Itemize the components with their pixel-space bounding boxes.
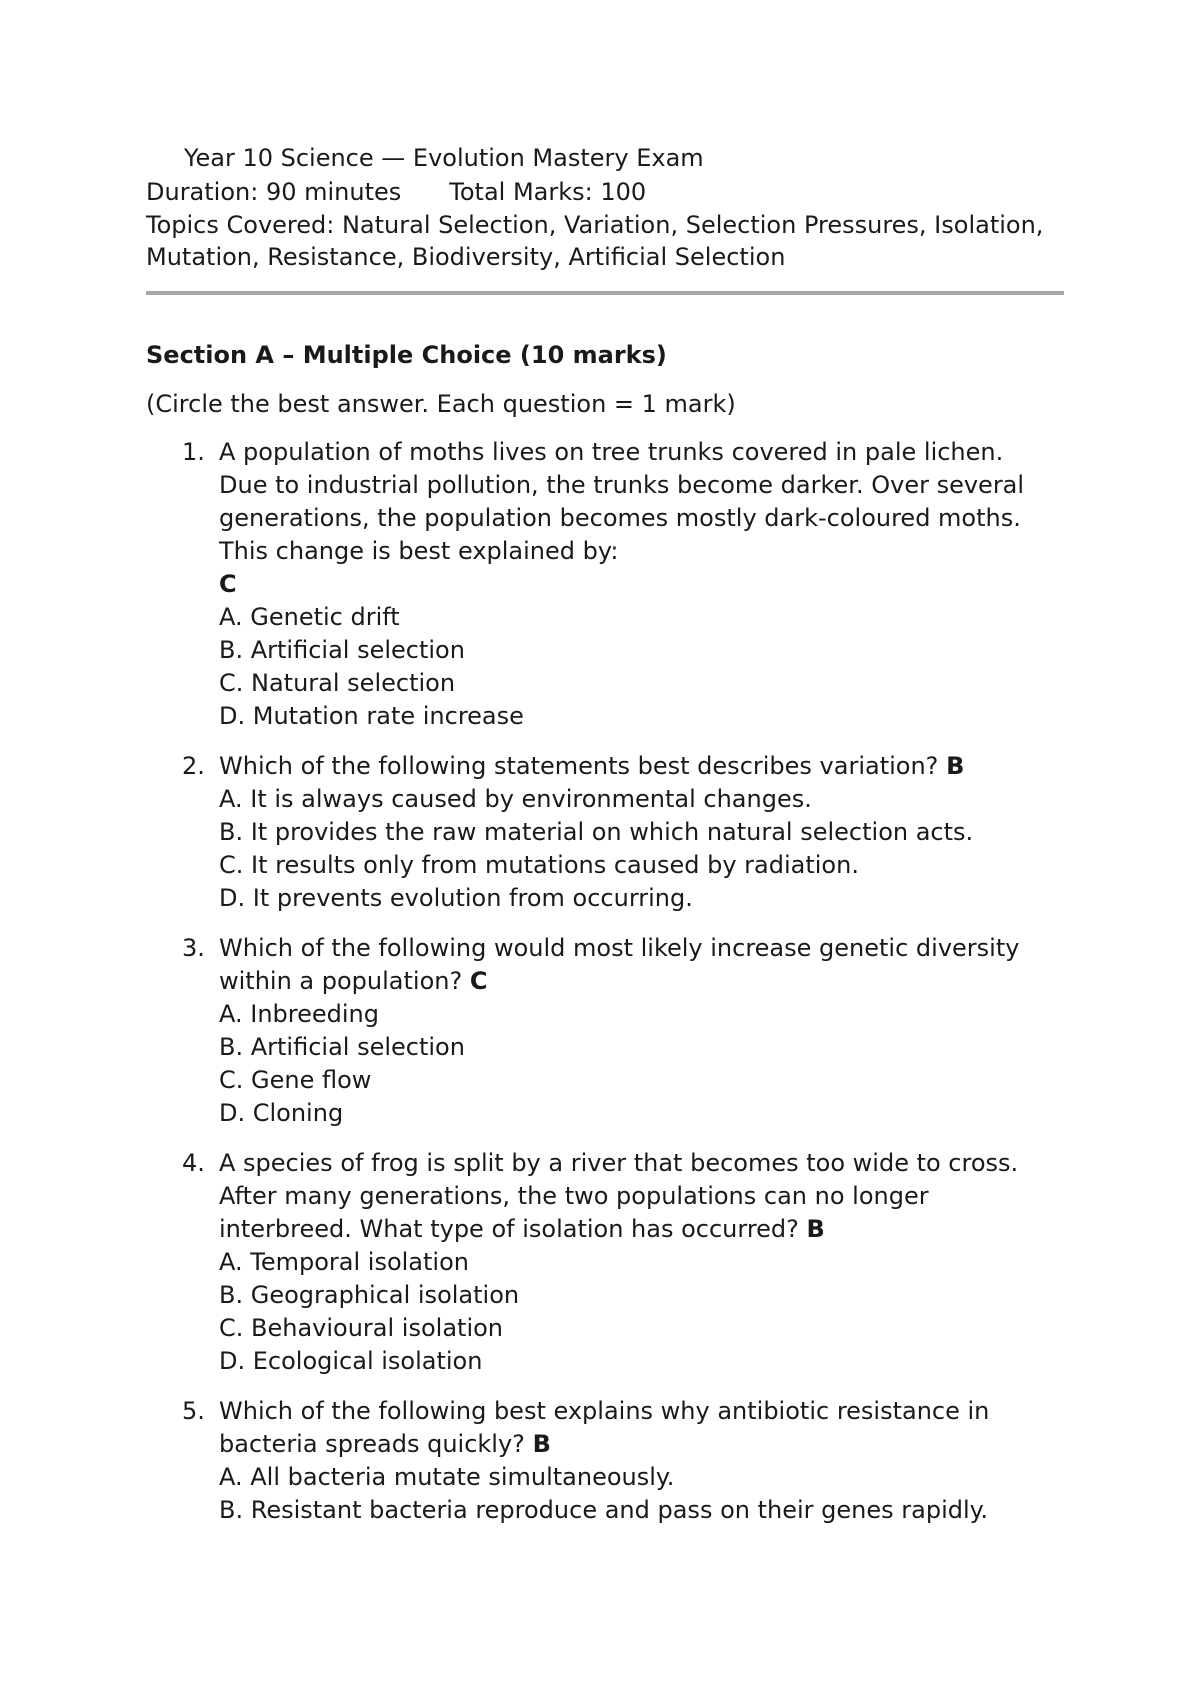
section-a-instruction: (Circle the best answer. Each question = 1 mark) bbox=[146, 390, 736, 418]
question-number: 5. bbox=[182, 1397, 205, 1425]
answer-option[interactable]: A. Genetic drift bbox=[219, 603, 400, 631]
answer-option[interactable]: D. Cloning bbox=[219, 1099, 344, 1127]
question-text-line bbox=[219, 502, 1066, 535]
question-number: 3. bbox=[182, 934, 205, 962]
answer-option[interactable]: D. It prevents evolution from occurring. bbox=[219, 884, 693, 912]
question-1 bbox=[146, 436, 1066, 733]
question-text-line bbox=[219, 1213, 1066, 1246]
question-text: within a population? bbox=[219, 967, 463, 995]
question-text-line bbox=[219, 535, 1066, 568]
answer-option[interactable]: C. Gene flow bbox=[219, 1066, 372, 1094]
question-text: interbreed. What type of isolation has occurred? bbox=[219, 1215, 799, 1243]
header-divider bbox=[146, 291, 1064, 295]
question-text-line bbox=[219, 965, 1066, 998]
question-text: Due to industrial pollution, the trunks become darker. Over several bbox=[219, 471, 1025, 499]
answer-mark: B bbox=[532, 1430, 551, 1458]
question-text: A species of frog is split by a river that becomes too wide to cross. bbox=[219, 1149, 1019, 1177]
question-text-line bbox=[219, 1180, 1066, 1213]
question-text: Which of the following best explains why antibiotic resistance in bbox=[219, 1397, 990, 1425]
question-text-line bbox=[219, 750, 1066, 783]
answer-option[interactable]: A. All bacteria mutate simultaneously. bbox=[219, 1463, 675, 1491]
question-2 bbox=[146, 750, 1066, 915]
question-number: 4. bbox=[182, 1149, 205, 1177]
answer-mark: C bbox=[219, 570, 237, 598]
exam-meta bbox=[146, 176, 646, 208]
question-4 bbox=[146, 1147, 1066, 1378]
question-text-line bbox=[219, 436, 1066, 469]
answer-option[interactable]: A. Inbreeding bbox=[219, 1000, 379, 1028]
exam-title: Year 10 Science — Evolution Mastery Exam bbox=[184, 144, 704, 172]
question-text-line bbox=[219, 469, 1066, 502]
answer-option[interactable]: D. Mutation rate increase bbox=[219, 702, 524, 730]
question-text: This change is best explained by: bbox=[219, 537, 619, 565]
question-text-line bbox=[219, 1147, 1066, 1180]
answer-option[interactable]: B. Resistant bacteria reproduce and pass on their genes rapidly. bbox=[219, 1496, 989, 1524]
question-3 bbox=[146, 932, 1066, 1130]
answer-option[interactable]: B. Artificial selection bbox=[219, 636, 465, 664]
question-text-line bbox=[219, 932, 1066, 965]
question-text: generations, the population becomes mostly dark-coloured moths. bbox=[219, 504, 1021, 532]
answer-option[interactable]: A. Temporal isolation bbox=[219, 1248, 469, 1276]
answer-option[interactable]: D. Ecological isolation bbox=[219, 1347, 483, 1375]
answer-option[interactable]: B. Geographical isolation bbox=[219, 1281, 520, 1309]
answer-option[interactable]: B. It provides the raw material on which natural selection acts. bbox=[219, 818, 974, 846]
question-text: After many generations, the two populations can no longer bbox=[219, 1182, 929, 1210]
question-text: bacteria spreads quickly? bbox=[219, 1430, 525, 1458]
answer-option[interactable]: C. Behavioural isolation bbox=[219, 1314, 504, 1342]
topics-line-1: Topics Covered: Natural Selection, Variation, Selection Pressures, Isolation, bbox=[146, 211, 1044, 239]
question-text: Which of the following would most likely increase genetic diversity bbox=[219, 934, 1020, 962]
question-text: A population of moths lives on tree trunks covered in pale lichen. bbox=[219, 438, 1004, 466]
answer-option[interactable]: A. It is always caused by environmental changes. bbox=[219, 785, 812, 813]
total-marks-text: Total Marks: 100 bbox=[449, 178, 647, 206]
section-a-heading: Section A – Multiple Choice (10 marks) bbox=[146, 341, 667, 369]
question-5 bbox=[146, 1395, 1066, 1527]
question-text: Which of the following statements best describes variation? bbox=[219, 752, 939, 780]
answer-option[interactable]: C. Natural selection bbox=[219, 669, 456, 697]
topics-line-2: Mutation, Resistance, Biodiversity, Artificial Selection bbox=[146, 243, 786, 271]
answer-option[interactable]: C. It results only from mutations caused by radiation. bbox=[219, 851, 859, 879]
question-number: 1. bbox=[182, 438, 205, 466]
question-number: 2. bbox=[182, 752, 205, 780]
answer-mark: B bbox=[806, 1215, 825, 1243]
answer-option[interactable]: B. Artificial selection bbox=[219, 1033, 465, 1061]
duration-text: Duration: 90 minutes bbox=[146, 178, 402, 206]
question-text-line bbox=[219, 1395, 1066, 1428]
question-text-line bbox=[219, 1428, 1066, 1461]
question-list bbox=[146, 436, 1066, 1544]
answer-mark: B bbox=[946, 752, 965, 780]
answer-mark: C bbox=[469, 967, 488, 995]
